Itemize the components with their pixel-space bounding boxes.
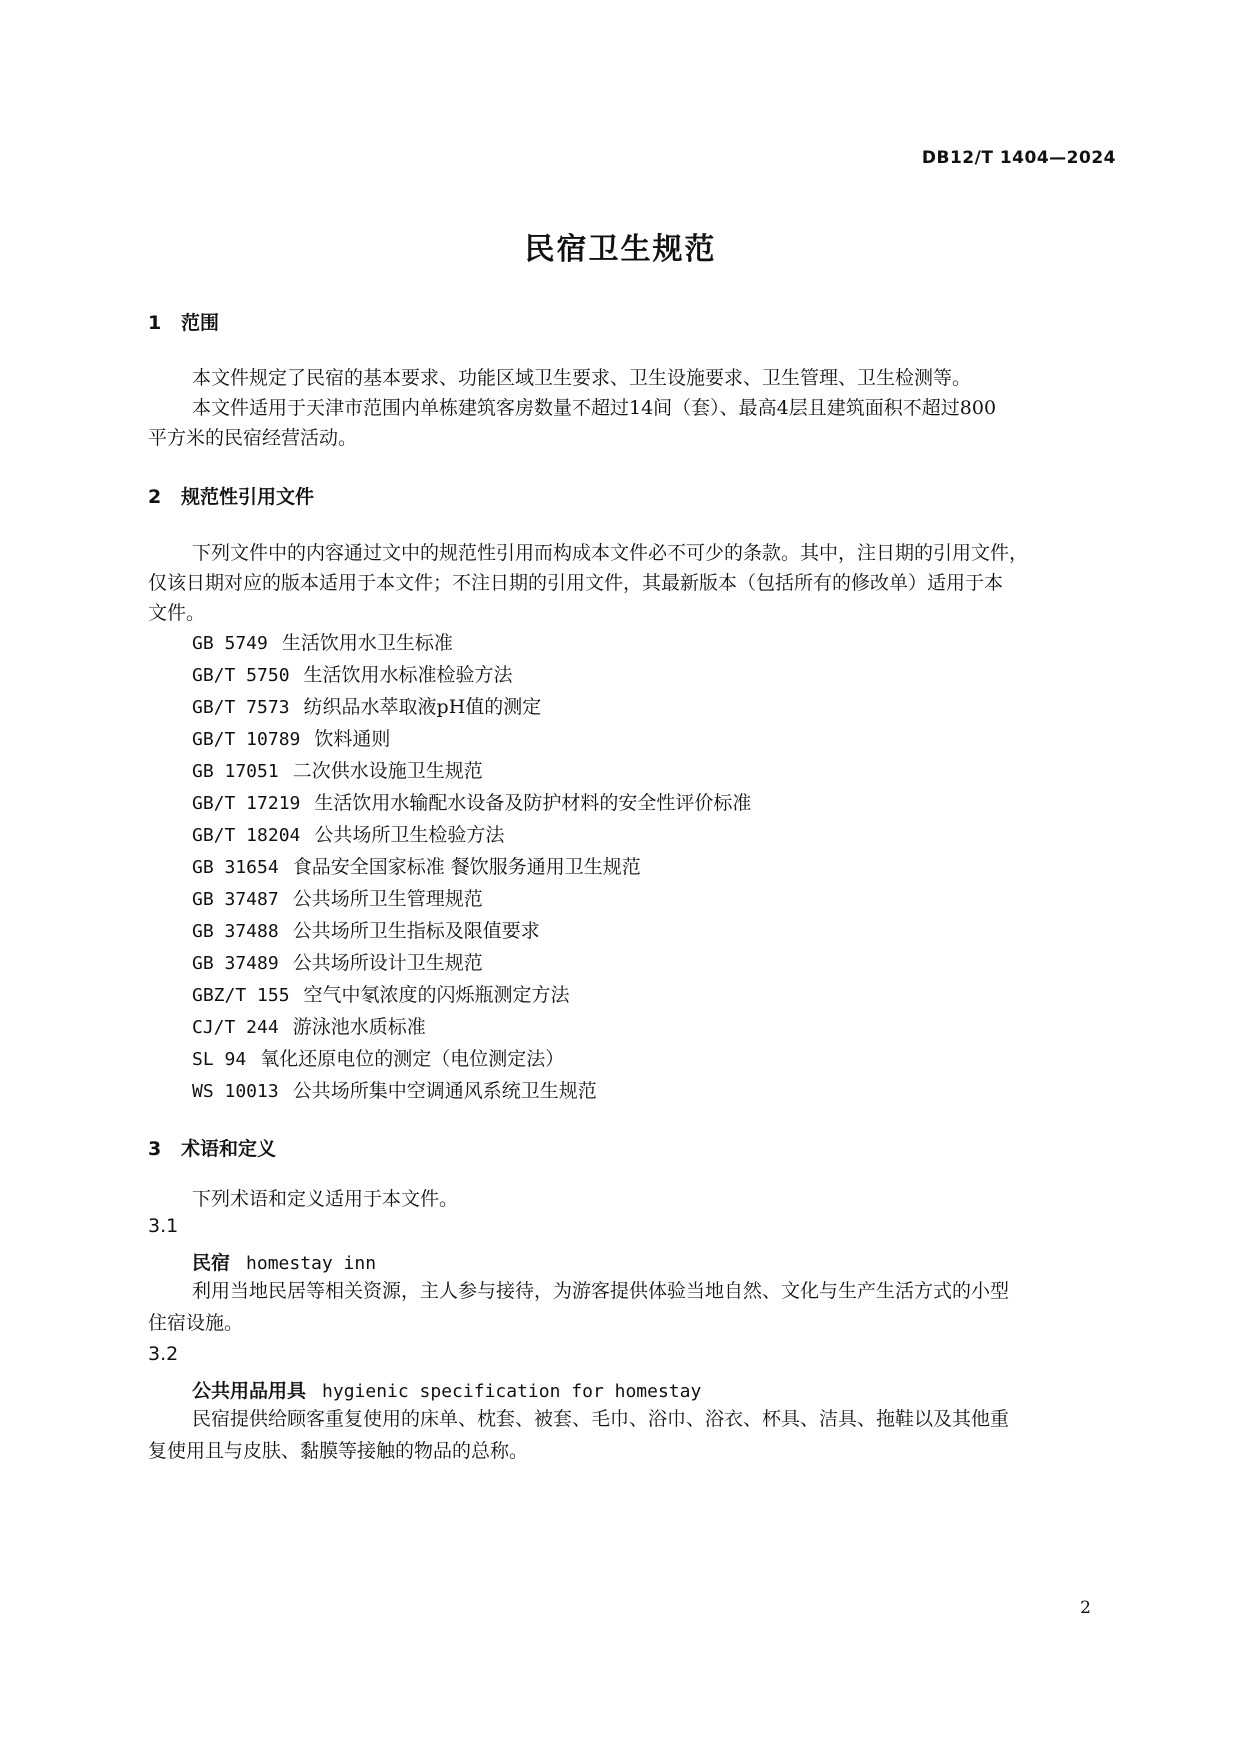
paragraph-continuation: 文件。 bbox=[148, 602, 206, 624]
reference-item bbox=[192, 756, 483, 783]
reference-name: 生活饮用水卫生标准 bbox=[281, 632, 453, 654]
reference-code: GB 17051 bbox=[192, 761, 279, 782]
reference-item bbox=[192, 852, 641, 879]
term-definition: 利用当地民居等相关资源，主人参与接待，为游客提供体验当地自然、文化与生产生活方式的小型 bbox=[192, 1280, 1010, 1302]
reference-code: GB 5749 bbox=[192, 633, 268, 654]
document-code: DB12/T 1404—2024 bbox=[921, 148, 1116, 168]
reference-item bbox=[192, 788, 751, 815]
reference-code: GB/T 7573 bbox=[192, 697, 290, 718]
reference-item bbox=[192, 1076, 597, 1103]
reference-item bbox=[192, 660, 513, 687]
reference-code: GB 37489 bbox=[192, 953, 279, 974]
reference-name: 公共场所卫生指标及限值要求 bbox=[292, 920, 540, 942]
reference-item bbox=[192, 1012, 426, 1039]
reference-name: 生活饮用水输配水设备及防护材料的安全性评价标准 bbox=[314, 792, 752, 814]
section-title: 术语和定义 bbox=[181, 1138, 277, 1160]
section-number: 3 bbox=[148, 1138, 162, 1160]
reference-name: 生活饮用水标准检验方法 bbox=[303, 664, 513, 686]
reference-item bbox=[192, 724, 390, 751]
term-definition-continuation: 住宿设施。 bbox=[148, 1312, 244, 1334]
reference-code: GB/T 10789 bbox=[192, 729, 301, 750]
reference-code: SL 94 bbox=[192, 1049, 247, 1070]
term-definition-continuation: 复使用且与皮肤、黏膜等接触的物品的总称。 bbox=[148, 1440, 529, 1462]
paragraph: 本文件适用于天津市范围内单栋建筑客房数量不超过14间（套）、最高4层且建筑面积不超过800 bbox=[192, 397, 997, 419]
paragraph: 下列文件中的内容通过文中的规范性引用而构成本文件必不可少的条款。其中，注日期的引用文件， bbox=[192, 542, 1029, 564]
reference-code: GB/T 5750 bbox=[192, 665, 290, 686]
section-number: 2 bbox=[148, 486, 162, 508]
reference-code: WS 10013 bbox=[192, 1081, 279, 1102]
reference-name: 公共场所集中空调通风系统卫生规范 bbox=[292, 1080, 597, 1102]
reference-item bbox=[192, 628, 453, 655]
page-number: 2 bbox=[1080, 1598, 1091, 1618]
reference-name: 氧化还原电位的测定（电位测定法） bbox=[260, 1048, 565, 1070]
reference-code: GB 37488 bbox=[192, 921, 279, 942]
reference-item bbox=[192, 1044, 564, 1071]
term-number: 3.1 bbox=[148, 1215, 179, 1237]
reference-name: 公共场所设计卫生规范 bbox=[292, 952, 483, 974]
term-en: homestay inn bbox=[246, 1253, 377, 1274]
section-title: 范围 bbox=[181, 312, 220, 334]
term-number: 3.2 bbox=[148, 1343, 179, 1365]
term-en: hygienic specification for homestay bbox=[322, 1381, 702, 1402]
reference-name: 二次供水设施卫生规范 bbox=[292, 760, 483, 782]
reference-name: 食品安全国家标准 餐饮服务通用卫生规范 bbox=[292, 856, 641, 878]
reference-item bbox=[192, 820, 504, 847]
term-heading bbox=[192, 1248, 376, 1275]
paragraph: 本文件规定了民宿的基本要求、功能区域卫生要求、卫生设施要求、卫生管理、卫生检测等。 bbox=[192, 367, 972, 389]
section-number: 1 bbox=[148, 312, 162, 334]
reference-name: 纺织品水萃取液pH值的测定 bbox=[303, 696, 542, 718]
term-heading bbox=[192, 1376, 701, 1403]
term-zh: 公共用品用具 bbox=[192, 1380, 307, 1402]
term-definition: 民宿提供给顾客重复使用的床单、枕套、被套、毛巾、浴巾、浴衣、杯具、洁具、拖鞋以及其他重 bbox=[192, 1408, 1010, 1430]
section-3-heading bbox=[148, 1134, 276, 1161]
reference-code: GB/T 17219 bbox=[192, 793, 301, 814]
reference-name: 饮料通则 bbox=[314, 728, 391, 750]
reference-name: 游泳池水质标准 bbox=[292, 1016, 426, 1038]
reference-code: GB 31654 bbox=[192, 857, 279, 878]
paragraph: 下列术语和定义适用于本文件。 bbox=[192, 1188, 459, 1210]
reference-item bbox=[192, 916, 540, 943]
reference-item bbox=[192, 948, 483, 975]
reference-item bbox=[192, 980, 570, 1007]
reference-code: GB 37487 bbox=[192, 889, 279, 910]
reference-name: 公共场所卫生管理规范 bbox=[292, 888, 483, 910]
reference-name: 空气中氡浓度的闪烁瓶测定方法 bbox=[303, 984, 570, 1006]
reference-code: CJ/T 244 bbox=[192, 1017, 279, 1038]
reference-name: 公共场所卫生检验方法 bbox=[314, 824, 505, 846]
paragraph-continuation: 平方米的民宿经营活动。 bbox=[148, 427, 358, 449]
reference-item bbox=[192, 884, 483, 911]
section-title: 规范性引用文件 bbox=[181, 486, 315, 508]
reference-item bbox=[192, 692, 541, 719]
section-2-heading bbox=[148, 482, 314, 509]
reference-code: GB/T 18204 bbox=[192, 825, 301, 846]
document-title: 民宿卫生规范 bbox=[524, 232, 717, 267]
term-zh: 民宿 bbox=[192, 1252, 231, 1274]
reference-code: GBZ/T 155 bbox=[192, 985, 290, 1006]
paragraph-continuation: 仅该日期对应的版本适用于本文件；不注日期的引用文件，其最新版本（包括所有的修改单）适用于本 bbox=[148, 572, 1004, 594]
section-1-heading bbox=[148, 308, 219, 335]
